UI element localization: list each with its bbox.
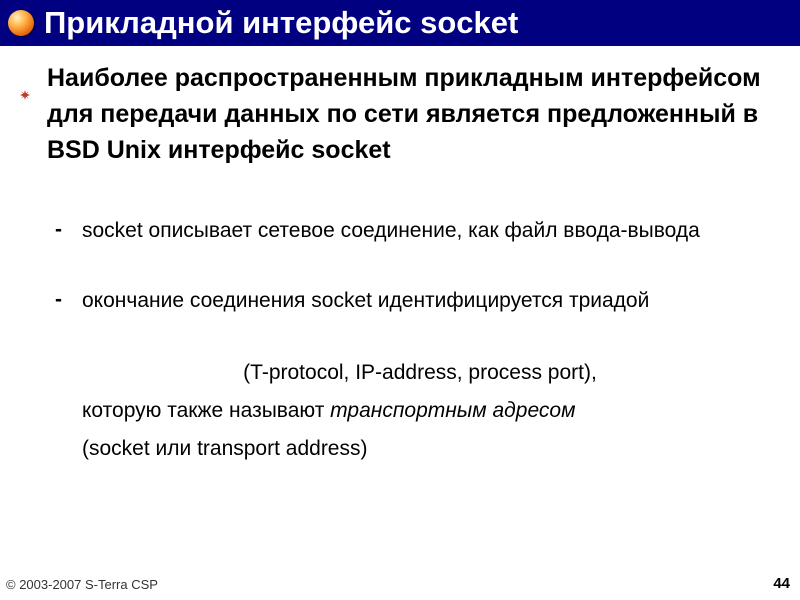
transport-address-line [82,396,782,426]
slide-title: Прикладной интерфейс socket [44,5,519,40]
sub-item-dash: - [55,218,62,241]
sub-item-2: окончание соединения socket идентифицируется триадой [82,289,650,312]
triad-line: (T-protocol, IP-address, process port), [243,361,597,384]
title-bar [0,0,800,46]
sub-item-dash: - [55,288,62,311]
main-bullet-text: Наиболее распространенным прикладным интерфейсом для передачи данных по сети является предложенный в BSD Unix интерфейс socket [47,64,761,164]
sub-item-1: socket описывает сетевое соединение, как файл ввода-вывода [82,219,700,242]
transport-line-emphasis: транспортным адресом [330,399,576,422]
transport-line-prefix: которую также называют [82,399,331,422]
socket-note: (socket или transport address) [82,437,368,460]
starburst-bullet-icon [20,90,30,100]
page-number: 44 [773,575,790,592]
title-orb-icon [8,10,34,36]
footer-copyright: © 2003-2007 S-Terra CSP [6,577,158,592]
